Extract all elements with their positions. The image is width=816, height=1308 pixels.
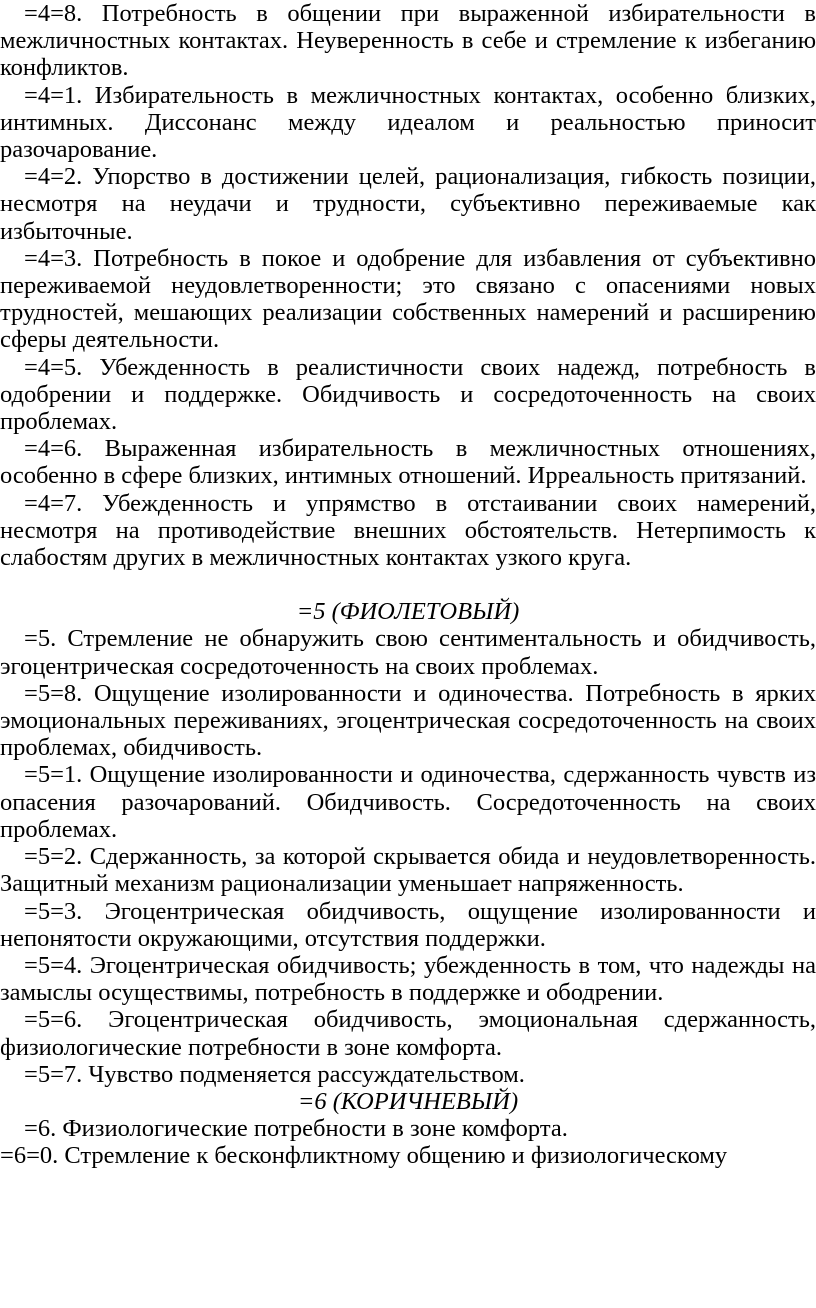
paragraph-4-8: =4=8. Потребность в общении при выраженной избирательности в межличностных контактах. Неуверенность в себе и стремление к избеганию конфликтов.: [0, 0, 816, 82]
paragraph-5-8: =5=8. Ощущение изолированности и одиночества. Потребность в ярких эмоциональных переживаниях, эгоцентрическая сосредоточенность на своих проблемах, обидчивость.: [0, 679, 816, 762]
paragraph-5-7: =5=7. Чувство подменяется рассуждательством.: [24, 1060, 525, 1088]
paragraph-4-5: =4=5. Убежденность в реалистичности своих надежд, потребность в одобрении и поддержке. Обидчивость и сосредоточенность на своих проблемах.: [0, 353, 816, 436]
section-heading-violet: =5 (ФИОЛЕТОВЫЙ): [296, 598, 520, 626]
paragraph-5-3: =5=3. Эгоцентрическая обидчивость, ощущение изолированности и непонятости окружающими, отсутствия поддержки.: [0, 897, 816, 952]
paragraph-5-1: =5=1. Ощущение изолированности и одиночества, сдержанность чувств из опасения разочарований. Обидчивость. Сосредоточенность на своих проблемах.: [0, 761, 816, 843]
paragraph-5-6: =5=6. Эгоцентрическая обидчивость, эмоциональная сдержанность, физиологические потребности в зоне комфорта.: [0, 1006, 816, 1061]
paragraph-5: =5. Стремление не обнаружить свою сентиментальность и обидчивость, эгоцентрическая сосредоточенность на своих проблемах.: [0, 625, 816, 680]
paragraph-4-2: =4=2. Упорство в достижении целей, рационализация, гибкость позиции, несмотря на неудачи и трудности, субъективно переживаемые как избыточные.: [0, 163, 816, 245]
paragraph-6-0: =6=0. Стремление к бесконфликтному общению и физиологическому: [0, 1142, 728, 1170]
section-heading-brown: =6 (КОРИЧНЕВЫЙ): [297, 1087, 519, 1115]
paragraph-4-6: =4=6. Выраженная избирательность в межличностных отношениях, особенно в сфере близких, интимных отношений. Ирреальность притязаний.: [0, 435, 816, 490]
blank-line: [0, 571, 816, 598]
paragraph-4-1: =4=1. Избирательность в межличностных контактах, особенно близких, интимных. Диссонанс между идеалом и реальностью приносит разочарование.: [0, 81, 816, 164]
paragraph-6: =6. Физиологические потребности в зоне комфорта.: [24, 1115, 568, 1143]
paragraph-4-3: =4=3. Потребность в покое и одобрение для избавления от субъективно переживаемой неудовлетворенности; это связано с опасениями новых трудностей, мешающих реализации собственных намерений и расширению сферы деятельности.: [0, 244, 816, 354]
paragraph-5-4: =5=4. Эгоцентрическая обидчивость; убежденность в том, что надежды на замыслы осуществимы, потребность в поддержке и ободрении.: [0, 951, 816, 1007]
paragraph-5-2: =5=2. Сдержанность, за которой скрывается обида и неудовлетворенность. Защитный механизм рационализации уменьшает напряженность.: [0, 843, 816, 898]
paragraph-4-7: =4=7. Убежденность и упрямство в отстаивании своих намерений, несмотря на противодействие внешних обстоятельств. Нетерпимость к слабостям других в межличностных контактах узкого круга.: [0, 489, 816, 572]
